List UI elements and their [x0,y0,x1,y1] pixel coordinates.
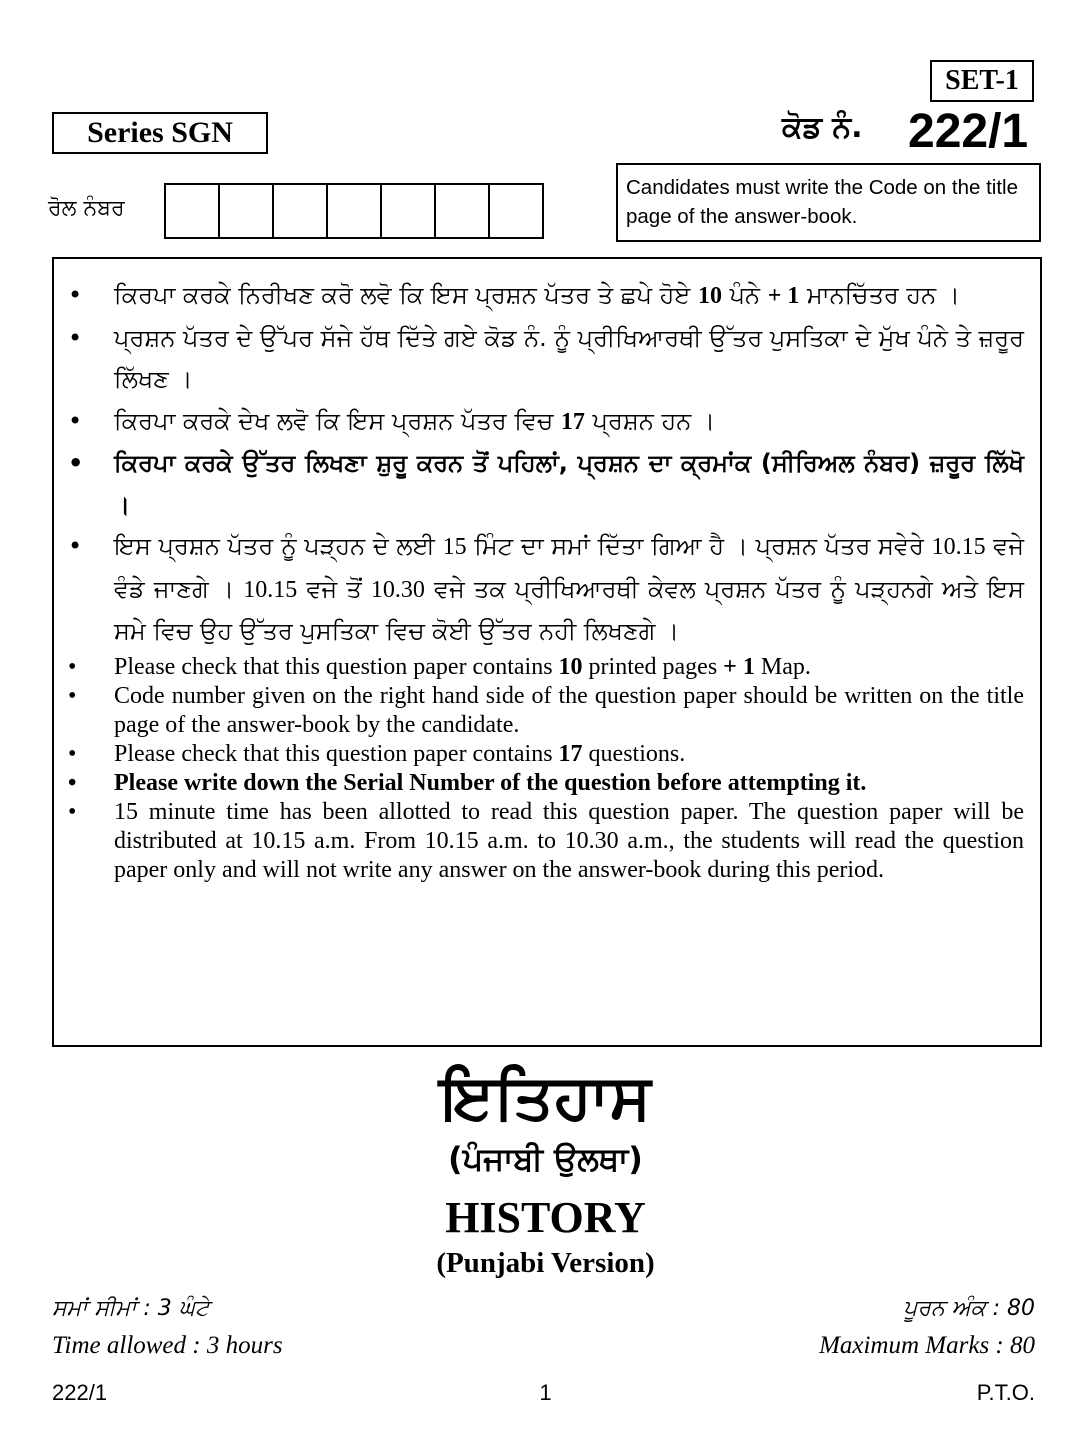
instruction-item: • ਕਿਰਪਾ ਕਰਕੇ ਉੱਤਰ ਲਿਖਣਾ ਸ਼ੁਰੂ ਕਰਨ ਤੋਂ ਪਹਿਲਾਂ, ਪ੍ਰਸ਼ਨ ਦਾ ਕ੍ਰਮਾਂਕ (ਸੀਰਿਅਲ ਨੰਬਰ) ਜ਼ਰੂਰ ਲਿੱਖੋ । [54,443,1024,526]
version-english: (Punjabi Version) [436,1247,655,1279]
roll-number-label: ਰੋਲ ਨੰਬਰ [48,196,125,221]
roll-number-boxes [164,183,544,239]
roll-digit-box[interactable] [164,183,220,239]
roll-digit-box[interactable] [272,183,328,239]
code-value: 222/1 [908,105,1029,158]
instruction-item: • ਇਸ ਪ੍ਰਸ਼ਨ ਪੱਤਰ ਨੂੰ ਪੜ੍ਹਨ ਦੇ ਲਈ 15 ਮਿੰਟ ਦਾ ਸਮਾਂ ਦਿੱਤਾ ਗਿਆ ਹੈ । ਪ੍ਰਸ਼ਨ ਪੱਤਰ ਸਵੇਰੇ 10.15 ਵਜੇ ਵੰਡੇ ਜਾਣਗੇ । 10.15 ਵਜੇ ਤੋਂ 10.30 ਵਜੇ ਤਕ ਪ੍ਰੀਖਿਆਰਥੀ ਕੇਵਲ ਪ੍ਰਸ਼ਨ ਪੱਤਰ ਨੂੰ ਪੜ੍ਹਨਗੇ ਅਤੇ ਇਸ ਸਮੇ ਵਿਚ ਉਹ ਉੱਤਰ ਪੁਸਤਿਕਾ ਵਿਚ ਕੋਈ ਉੱਤਰ ਨਹੀ ਲਿਖਣਗੇ । [54,526,1024,653]
pto-label: P.T.O. [976,1380,1035,1405]
roll-digit-box[interactable] [434,183,490,239]
roll-digit-box[interactable] [380,183,436,239]
version-punjabi: (ਪੰਜਾਬੀ ਉਲਥਾ) [448,1140,643,1178]
instruction-item: • Please write down the Serial Number of the question before attempting it. [54,769,1024,798]
candidate-note: Candidates must write the Code on the title page of the answer-book. [616,163,1041,242]
max-marks-punjabi: ਪੂਰਨ ਅੰਕ : 80 [903,1296,1035,1321]
instruction-item: • Please check that this question paper contains 10 printed pages + 1 Map. [54,653,1024,682]
code-label: ਕੋਡ ਨੰ. [782,110,863,145]
instruction-item: • ਕਿਰਪਾ ਕਰਕੇ ਦੇਖ ਲਵੋ ਕਿ ਇਸ ਪ੍ਰਸ਼ਨ ਪੱਤਰ ਵਿਚ 17 ਪ੍ਰਸ਼ਨ ਹਨ । [54,401,1024,444]
max-marks-english: Maximum Marks : 80 [819,1332,1035,1359]
instruction-item: • ਪ੍ਰਸ਼ਨ ਪੱਤਰ ਦੇ ਉੱਪਰ ਸੱਜੇ ਹੱਥ ਦਿੱਤੇ ਗਏ ਕੋਡ ਨੰ. ਨੂੰ ਪ੍ਰੀਖਿਆਰਥੀ ਉੱਤਰ ਪੁਸਤਿਕਾ ਦੇ ਮੁੱਖ ਪੰਨੇ ਤੇ ਜ਼ਰੂਰ ਲਿੱਖਣ । [54,318,1024,401]
subject-title-english: HISTORY [445,1193,646,1242]
instruction-item: • ਕਿਰਪਾ ਕਰਕੇ ਨਿਰੀਖਣ ਕਰੋ ਲਵੋ ਕਿ ਇਸ ਪ੍ਰਸ਼ਨ ਪੱਤਰ ਤੇ ਛਪੇ ਹੋਏ 10 ਪੰਨੇ + 1 ਮਾਨਚਿੱਤਰ ਹਨ । [54,275,1024,318]
footer-code: 222/1 [52,1380,108,1405]
subject-title-punjabi: ਇਤਿਹਾਸ [440,1060,651,1133]
time-allowed-punjabi: ਸਮਾਂ ਸੀਮਾਂ : 3 ਘੰਟੇ [52,1296,210,1321]
instructions-english [54,653,1024,885]
instruction-item: • Code number given on the right hand side of the question paper should be written on the title page of the answer-book by the candidate. [54,682,1024,740]
roll-digit-box[interactable] [218,183,274,239]
set-label: SET-1 [930,60,1034,102]
roll-digit-box[interactable] [326,183,382,239]
time-allowed-english: Time allowed : 3 hours [52,1332,283,1359]
series-label: Series SGN [52,112,268,154]
instruction-item: • Please check that this question paper contains 17 questions. [54,740,1024,769]
roll-digit-box[interactable] [488,183,544,239]
instructions-punjabi [54,275,1024,653]
instruction-item: • 15 minute time has been allotted to read this question paper. The question paper will be distributed at 10.15 a.m. From 10.15 a.m. to 10.30 a.m., the students will read the question paper only and will not write any answer on the answer-book during this period. [54,798,1024,885]
page-number: 1 [539,1380,552,1405]
instructions-box [52,257,1042,1047]
